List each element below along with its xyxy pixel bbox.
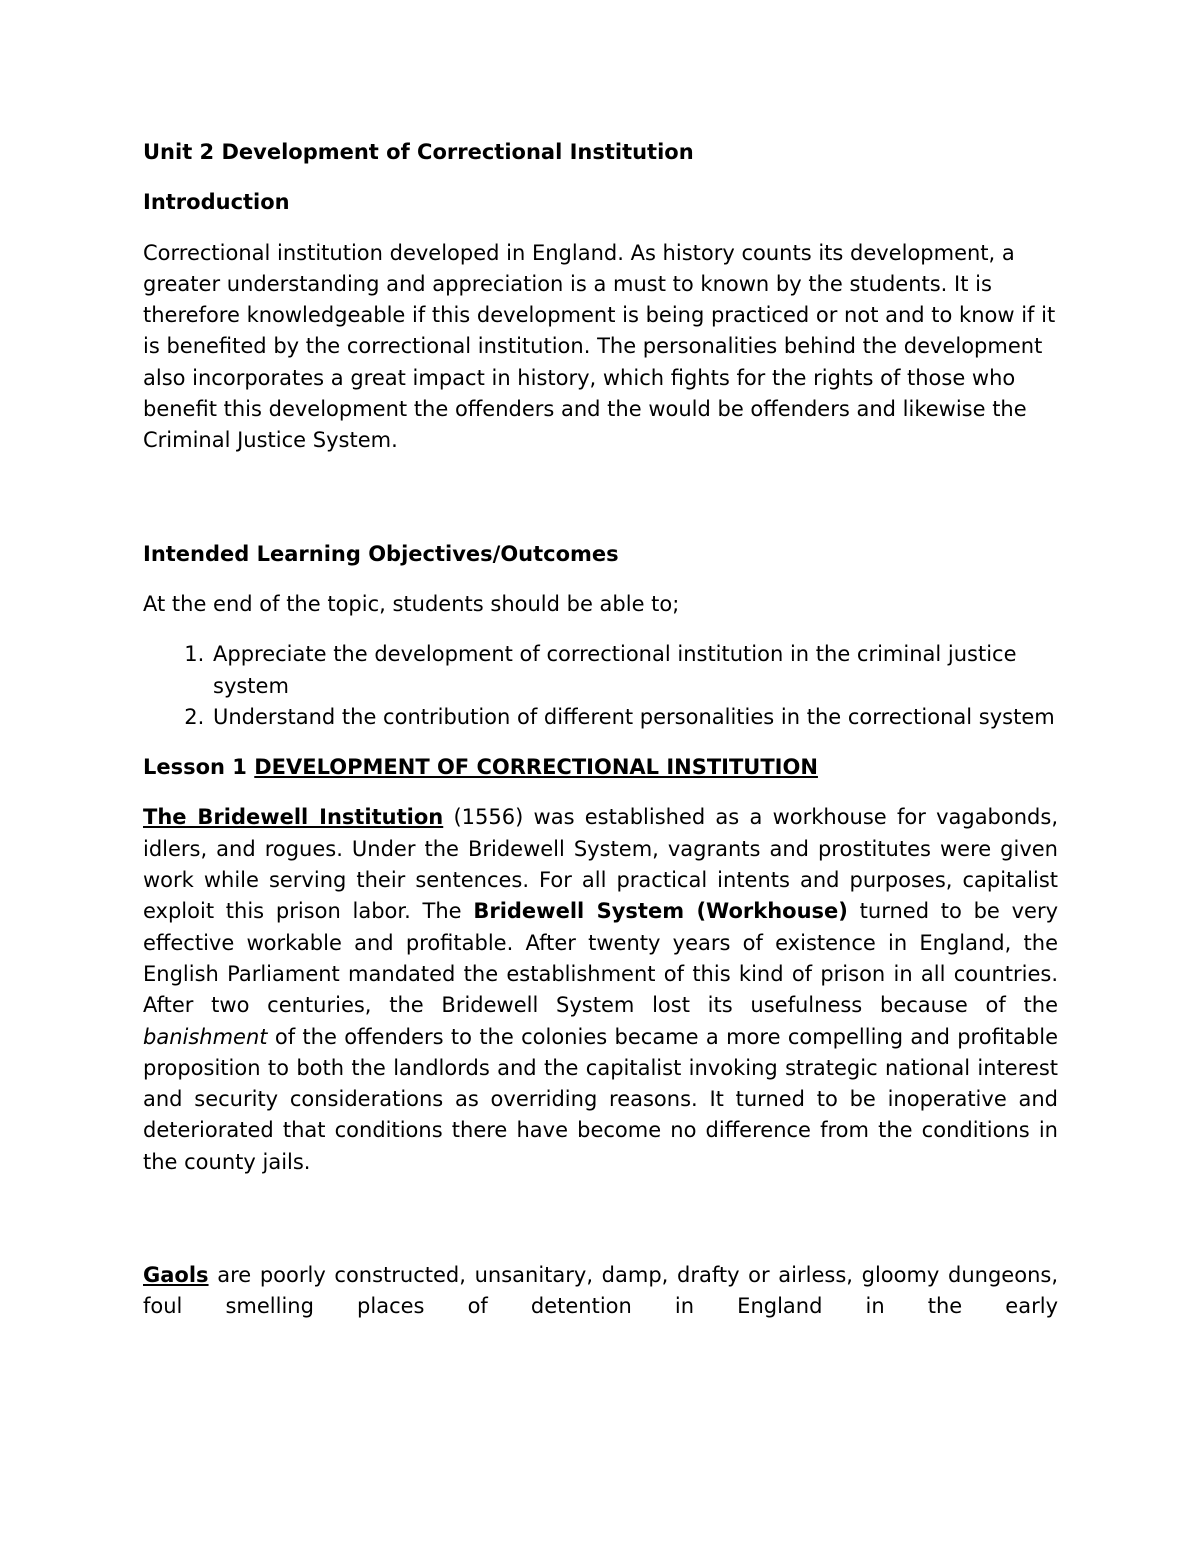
bridewell-text-1: (1556) was established as a workhouse for vagabonds, idlers, and rogues. Under the Bridewell System, vagrants and prostitutes were given work while serving their sentences. For all practical intents and purposes, capitalist exploit this prison labor. The <box>143 805 1058 924</box>
bridewell-paragraph <box>143 802 1058 1178</box>
objectives-heading: Intended Learning Objectives/Outcomes <box>143 541 619 566</box>
bridewell-term: The Bridewell Institution <box>143 805 444 830</box>
gaols-text: are poorly constructed, unsanitary, damp, drafty or airless, gloomy dungeons, foul smelling places of detention in England in the early <box>143 1263 1058 1319</box>
introduction-paragraph: Correctional institution developed in England. As history counts its development, a greater understanding and appreciation is a must to known by the students. It is therefore knowledgeable if this development is being practiced or not and to know if it is benefited by the correctional institution. The personalities behind the development also incorporates a great impact in history, which fights for the rights of those who benefit this development the offenders and the would be offenders and likewise the Criminal Justice System. <box>143 240 1056 453</box>
bridewell-text-3: of the offenders to the colonies became a more compelling and profitable proposition to both the landlords and the capitalist invoking strategic national interest and security considerations as overriding reasons. It turned to be inoperative and deteriorated that conditions there have become no difference from the conditions in the county jails. <box>143 1024 1058 1174</box>
unit-title: Unit 2 Development of Correctional Institution <box>143 140 694 164</box>
lesson-heading <box>143 752 1058 783</box>
gaols-paragraph <box>143 1260 1058 1323</box>
introduction-heading: Introduction <box>143 190 290 215</box>
lesson-label: Lesson 1 <box>143 755 247 780</box>
objective-item: 1. Appreciate the development of correctional institution in the criminal justice system <box>211 639 1058 702</box>
gaols-term: Gaols <box>143 1263 209 1288</box>
bridewell-text-2: turned to be very effective workable and profitable. After twenty years of existence in England, the English Parliament mandated the establishment of this kind of prison in all countries. After two centuries, the Bridewell System lost its usefulness because of the <box>143 899 1059 1018</box>
bridewell-system-term: Bridewell System (Workhouse) <box>473 899 848 924</box>
lesson-title: DEVELOPMENT OF CORRECTIONAL INSTITUTION <box>254 755 818 780</box>
banishment-term: banishment <box>143 1024 268 1049</box>
objective-item: 2. Understand the contribution of different personalities in the correctional system <box>211 702 1058 733</box>
objectives-list <box>143 639 1058 733</box>
document-page <box>143 137 1058 1323</box>
objectives-lead: At the end of the topic, students should be able to; <box>143 591 680 616</box>
